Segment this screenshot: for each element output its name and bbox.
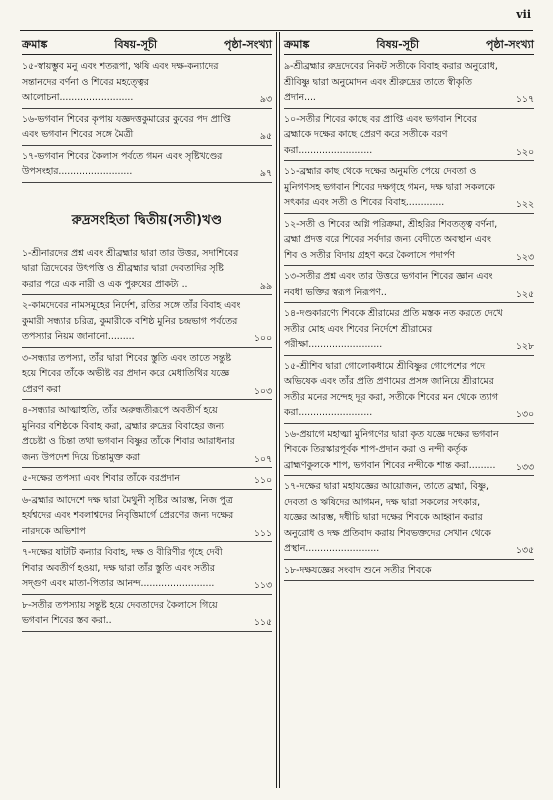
entry-page: ১৩০: [515, 409, 534, 420]
entry-text: ৩-সন্ধ্যার তপস্যা, তাঁর দ্বারা শিবের স্তুতি এবং তাতে সন্তুষ্ট হয়ে শিবের তাঁকে অভীষ্ট বর প্রদান করে মেধাতিথির যজ্ঞে প্রেরণ করা: [22, 352, 231, 395]
entry-text: ৪-সন্ধ্যার আত্মাহুতি, তাঁর অরুন্ধতীরূপে অবতীর্ণ হয়ে মুনিবর বশিষ্ঠকে বিবাহ করা, ব্রহ্মার রুদ্রের বিবাহের জন্য প্রচেষ্টা ও চিন্তা তথা ভগবান বিষ্ণুর তাঁকে শিবার আরাধনার জন্য উপদেশ দিয়ে চিন্তামুক্ত করা: [22, 405, 235, 463]
entry-page: ১০০: [253, 333, 272, 344]
entry-page: ১১০: [253, 475, 272, 486]
right-entries: [284, 59, 534, 581]
entry-page: ১১৩: [253, 580, 272, 591]
entry-text: ১৬-ভগবান শিবের কৃপায় যজ্ঞদত্তকুমারের কুবের পদ প্রাপ্তি এবং ভগবান শিবের সঙ্গে মৈত্রী: [22, 113, 231, 140]
toc-entry: [22, 598, 272, 632]
entry-page: ৯৯: [259, 280, 272, 292]
column-divider: [276, 32, 277, 788]
page-header: পৃষ্ঠা-সংখ্যা: [486, 38, 534, 51]
toc-entry: [22, 493, 272, 543]
toc-entry: [284, 479, 534, 560]
entry-text: ৫-দক্ষের তপস্যা এবং শিবার তাঁকে বরপ্রদান: [22, 473, 180, 484]
left-bottom-entries: [22, 246, 272, 632]
toc-entry: [284, 359, 534, 424]
serial-header: ক্রমাঙ্ক: [22, 38, 48, 51]
entry-page: ১০৭: [253, 453, 272, 465]
toc-entry: [22, 246, 272, 296]
entry-text: ১৮-দক্ষযজ্ঞের সংবাদ শুনে সতীর শিবকে: [284, 564, 432, 576]
entry-text: ৬-ব্রহ্মার আদেশে দক্ষ দ্বারা মৈথুনী সৃষ্টির আরম্ভ, নিজ পুত্র হর্যশ্বদের এবং শবলাশ্বদের নিবৃত্তিমার্গে প্রেরণের জন্য দক্ষের নারদকে অভিশাপ: [22, 494, 234, 537]
toc-entry: [22, 403, 272, 468]
entry-page: ১২৫: [515, 288, 534, 300]
toc-entry: [22, 149, 272, 183]
toc-entry: [22, 471, 272, 490]
subject-header: বিষয়-সূচী: [376, 38, 420, 51]
entry-page: ১২২: [515, 199, 534, 210]
left-column: [22, 36, 272, 635]
entry-page: ১১৫: [253, 617, 272, 628]
column-divider-inner: [279, 32, 280, 788]
toc-entry: [22, 298, 272, 348]
toc-entry: [284, 427, 534, 477]
entry-page: ৯৭: [259, 168, 272, 179]
toc-entry: [22, 59, 272, 109]
entry-text: ১৭-ভগবান শিবের কৈলাস পর্বতে গমন এবং সৃষ্টিখণ্ডের উপসংহার.........................: [22, 150, 223, 177]
toc-entry: [284, 563, 534, 582]
entry-page: ১২৩: [515, 251, 534, 263]
entry-page: ১৩৫: [515, 545, 534, 556]
entry-text: ১-শ্রীনারদের প্রশ্ন এবং শ্রীব্রহ্মার দ্বারা তার উত্তর, সদাশিবের দ্বারা ত্রিদেবের উৎপত্তি ও শ্রীব্রহ্মার দ্বারা দেবতাদির সৃষ্টি করার পরে এক নারী ও এক পুরুষের প্রাকট্য ..: [22, 247, 239, 290]
toc-entry: [22, 351, 272, 401]
entry-text: ১৬-প্রয়াগে মহাত্মা মুনিগণের দ্বারা কৃত যজ্ঞে দক্ষের ভগবান শিবকে তিরস্কারপূর্বক শাপ-প্রদান করা ও নন্দী কর্তৃক ব্রাহ্মণকুলকে শাপ, ভগবান শিবের নন্দীকে শান্ত করা.........: [284, 428, 499, 471]
toc-entry: [284, 306, 534, 356]
top-rule: [20, 30, 533, 31]
right-column-header: [284, 36, 534, 55]
entry-text: ১৩-সতীর প্রশ্ন এবং তার উত্তরে ভগবান শিবের জ্ঞান এবং নবধা ভক্তির স্বরূপ নিরূপণ..: [284, 271, 493, 298]
serial-header: ক্রমাঙ্ক: [284, 38, 310, 51]
entry-text: ১৪-দণ্ডকারণ্যে শিবকে শ্রীরামের প্রতি মস্তক নত করতে দেখে সতীর মোহ এবং শিবের নির্দেশে শ্রীরামের পরীক্ষা.........................: [284, 308, 503, 350]
toc-entry: [284, 112, 534, 162]
entry-page: ৯৫: [259, 131, 272, 142]
entry-text: ১২-সতী ও শিবের অগ্নি পরিক্রমা, শ্রীহরির শিবতত্ত্ব বর্ণনা, ব্রহ্মা প্রদত্ত বরে শিবের সর্বদার জন্য বেদীতে অবস্থান এবং শিব ও সতীর বিদায় গ্রহণ করে কৈলাসে পদার্পণ: [284, 218, 498, 261]
toc-entry: [284, 217, 534, 267]
entry-text: ১০-সতীর শিবের কাছে বর প্রাপ্তি এবং ভগবান শিবের ব্রহ্মাকে দক্ষের কাছে প্রেরণ করে সতীকে বরণ করা.........................: [284, 113, 477, 156]
entry-text: ১১-ব্রহ্মার কাছ থেকে দক্ষের অনুমতি পেয়ে দেবতা ও মুনিগণসহ ভগবান শিবের দক্ষগৃহে গমন, দক্ষ দ্বারা সকলকে সৎকার এবং সতী ও শিবের বিবাহ.............: [284, 166, 495, 208]
entry-page: ১৩৩: [515, 461, 534, 473]
entry-text: ১৫-স্বায়ম্ভুব মনু এবং শতরূপা, ঋষি এবং দক্ষ-কন্যাদের সন্তানদের বর্ণনা ও শিবের মহত্ত্বের আলোচনা.........................: [22, 61, 219, 103]
entry-text: ৯-শ্রীব্রহ্মার রুদ্রদেবের নিকট সতীকে বিবাহ করার অনুরোধ, শ্রীবিষ্ণু দ্বারা অনুমোদন এবং শ্রীরুদ্রের তাতে স্বীকৃতি প্রদান....: [284, 61, 498, 103]
page-header: পৃষ্ঠা-সংখ্যা: [224, 38, 272, 51]
toc-entry: [284, 59, 534, 109]
entry-text: ৭-দক্ষের ষাটটি কন্যার বিবাহ, দক্ষ ও বীরিণীর গৃহে দেবী শিবার অবতীর্ণ হওয়া, দক্ষ দ্বারা তাঁর স্তুতি এবং সতীর সদ্গুণ এবং মাতা-পিতার আনন্দ.........................: [22, 547, 223, 589]
section-title: রুদ্রসংহিতা দ্বিতীয়(সতী)খণ্ড: [71, 212, 223, 228]
entry-text: ৮-সতীর তপস্যায় সন্তুষ্ট হয়ে দেবতাদের কৈলাসে গিয়ে ভগবান শিবের স্তব করা..: [22, 599, 218, 626]
left-column-header: [22, 36, 272, 55]
toc-entry: [284, 269, 534, 303]
entry-text: ১৫-শ্রীশিব দ্বারা গোলোকধামে শ্রীবিষ্ণুর গোপেশের পদে অভিষেক এবং তাঁর প্রতি প্রণামের প্রসঙ্গ জানিয়ে শ্রীরামের সতীর মনের সন্দেহ দূর করা, সতীকে শিবের মন থেকে ত্যাগ করা.........................: [284, 360, 498, 418]
entry-page: ৯৩: [259, 94, 272, 105]
entry-page: ১১১: [253, 527, 272, 539]
toc-entry: [22, 112, 272, 146]
subject-header: বিষয়-সূচী: [114, 38, 158, 51]
left-top-entries: [22, 59, 272, 183]
right-column: [284, 36, 534, 584]
toc-entry: [284, 164, 534, 214]
entry-page: ১২৮: [515, 341, 534, 352]
page-number: vii: [516, 8, 531, 21]
entry-page: ১১৭: [515, 94, 534, 105]
entry-page: ১২০: [515, 146, 534, 158]
toc-entry: [22, 545, 272, 595]
entry-page: ১০৩: [253, 385, 272, 397]
entry-text: ১৭-দক্ষের দ্বারা মহাযজ্ঞের আয়োজন, তাতে ব্রহ্মা, বিষ্ণু, দেবতা ও ঋষিদের আগমন, দক্ষ দ্বারা সকলের সৎকার, যজ্ঞের আরম্ভ, দধীচি দ্বারা দক্ষের শিবকে আহ্বান করার অনুরোধ ও দক্ষ প্রতিবাদ করায় শিবভক্তদের সেখান থেকে প্রস্থান.........................: [284, 481, 491, 554]
entry-text: ২-কামদেবের নামসমূহের নির্দেশ, রতির সঙ্গে তাঁর বিবাহ এবং কুমারী সন্ধ্যার চরিত্র, কুমারীকে বশিষ্ঠ মুনির চন্দ্রভাগ পর্বতের তপস্যার নিয়ম জানানো.........: [22, 300, 241, 342]
